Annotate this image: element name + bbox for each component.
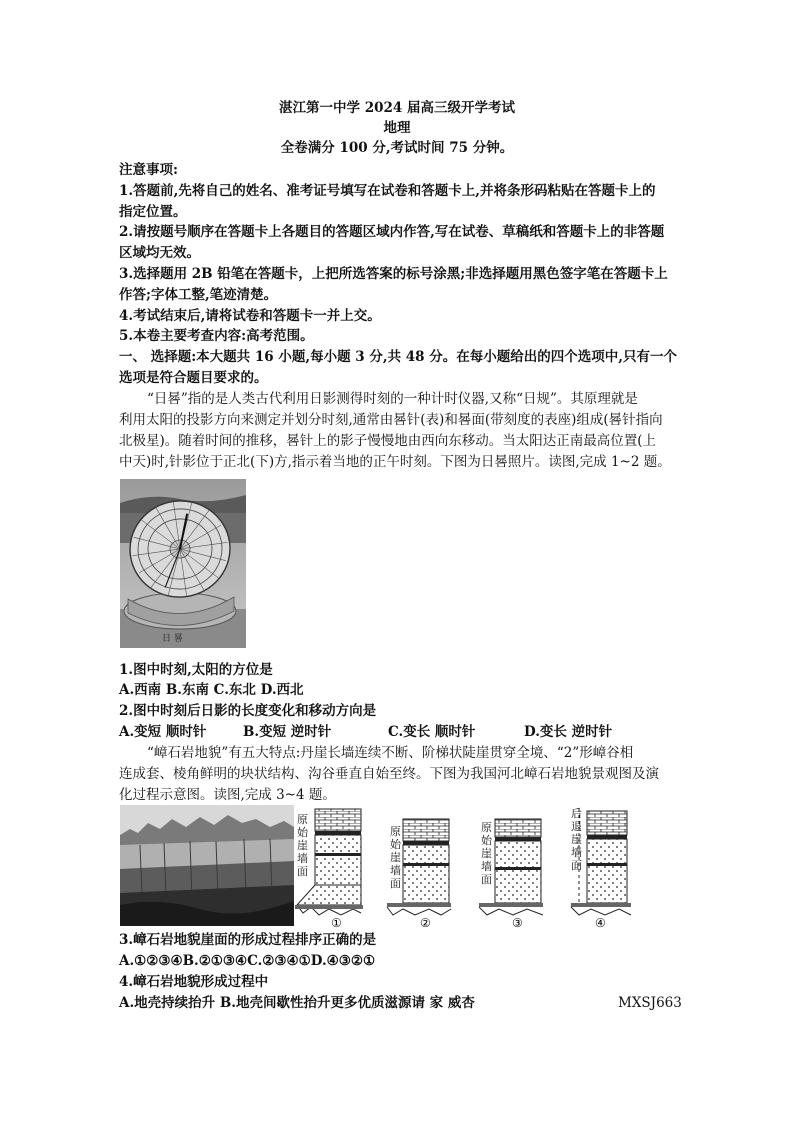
stage-4-number: ④ (595, 916, 606, 930)
passage1-line-2: 利用太阳的投影方向来测定并划分时刻,通常由晷针(表)和晷面(带刻度的表座)组成(晷针指向 (119, 412, 663, 428)
q2-option-b: B.变短 逆时针 (243, 724, 332, 740)
stage-3-vertical-label: 原始崖墙面 (481, 821, 492, 886)
stage-3-number: ③ (512, 916, 523, 930)
stage-1-number: ① (331, 916, 342, 930)
q4-options: A.地壳持续抬升 B.地壳间歇性抬升更多优质滋源请 家 威杏 (119, 995, 475, 1011)
section-line-1: 一、 选择题:本大题共 16 小题,每小题 3 分,共 48 分。在每小题给出的四个选项中,只有一个 (119, 349, 677, 365)
note-2-line-1: 2.请按题号顺序在答题卡上各题目的答题区域内作答,写在试卷、草稿纸和答题卡上的非答题 (119, 224, 665, 240)
cliff-evolution-diagram (295, 805, 635, 933)
note-3-line-2: 作答;字体工整,笔迹清楚。 (119, 287, 278, 303)
note-3-line-1: 3.选择题用 2B 铅笔在答题卡，上把所选答案的标号涂黑;非选择题用黑色签字笔在答题卡上 (119, 266, 668, 282)
passage1-line-3: 北极星)。随着时间的推移，晷针上的影子慢慢地由西向东移动。当太阳达正南最高位置(上 (119, 433, 657, 449)
note-1-line-2: 指定位置。 (119, 204, 187, 220)
q2-stem: 2.图中时刻后日影的长度变化和移动方向是 (119, 703, 377, 719)
passage1-line-1: “日晷”指的是人类古代利用日影测得时刻的一种计时仪器,又称“日规”。其原理就是 (147, 391, 638, 407)
section-line-2: 选项是符合题目要求的。 (119, 370, 268, 386)
passage1-line-4: 中天)时,针影位于正北(下)方,指示着当地的正午时刻。下图为日晷照片。读图,完成 1~2 题。 (119, 454, 671, 470)
q4-stem: 4.嶂石岩地貌形成过程中 (119, 974, 269, 990)
q2-option-d: D.变长 逆时针 (524, 724, 613, 740)
passage2-line-3: 化过程示意图。读图,完成 3~4 题。 (119, 787, 336, 803)
exam-title: 湛江第一中学 2024 届高三级开学考试 (279, 100, 515, 116)
passage2-line-1: “嶂石岩地貌”有五大特点:丹崖长墙连续不断、阶梯状陡崖贯穿全境、“2”形嶂谷相 (147, 745, 634, 761)
zhangshiyan-landscape-photo (120, 805, 294, 926)
sundial-caption: 日 晷 (162, 634, 183, 644)
q3-stem: 3.嶂石岩地貌崖面的形成过程排序正确的是 (119, 932, 377, 948)
document-code: MXSJ663 (618, 995, 682, 1011)
stage-2-vertical-label: 原始崖墙面 (390, 825, 401, 890)
note-1-line-1: 1.答题前,先将自己的姓名、准考证号填写在试卷和答题卡上,并将条形码粘贴在答题卡上的 (119, 183, 656, 199)
score-time: 全卷满分 100 分,考试时间 75 分钟。 (280, 140, 514, 156)
stage-4-vertical-label: 后退崖墙面 (571, 807, 582, 872)
q3-options: A.①②③④B.②①③④C.②③④①D.④③②① (119, 953, 376, 969)
stage-1-vertical-label: 原始崖墙面 (297, 813, 308, 878)
note-4: 4.考试结束后,请将试卷和答题卡一并上交。 (119, 308, 381, 324)
sundial-photo (120, 479, 246, 648)
q2-option-a: A.变短 顺时针 (119, 724, 207, 740)
note-2-line-2: 区域均无效。 (119, 245, 200, 261)
note-5: 5.本卷主要考查内容:高考范围。 (119, 328, 314, 344)
q1-stem: 1.图中时刻,太阳的方位是 (119, 662, 273, 678)
passage2-line-2: 连成套、棱角鲜明的块状结构、沟谷垂直自始至终。下图为我国河北嶂石岩地貌景观图及演 (119, 766, 659, 782)
subject-title: 地理 (383, 120, 411, 136)
stage-2-number: ② (420, 916, 431, 930)
q2-option-c: C.变长 顺时针 (388, 724, 476, 740)
notes-heading: 注意事项: (119, 162, 178, 178)
q1-options: A.西南 B.东南 C.东北 D.西北 (119, 682, 304, 698)
